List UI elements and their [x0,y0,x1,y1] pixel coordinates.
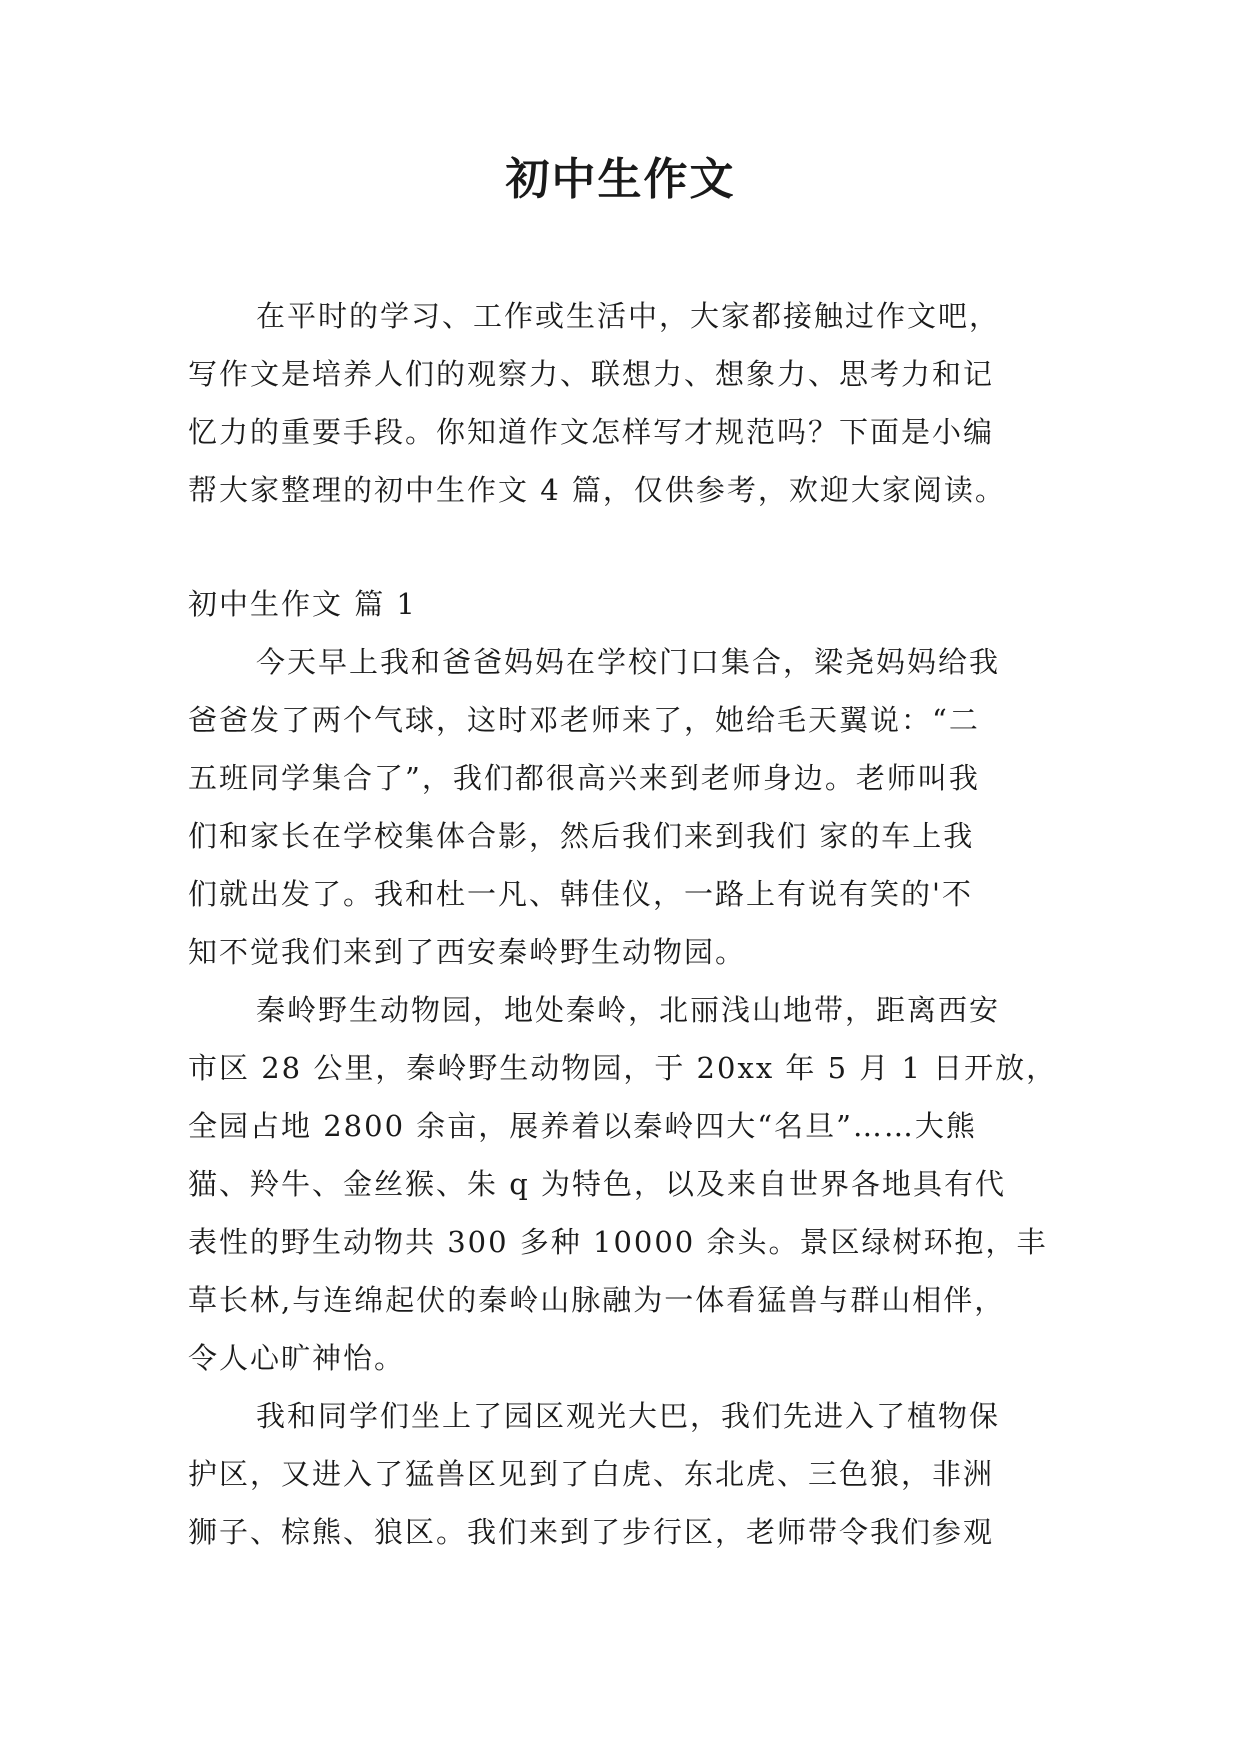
paragraph-line: 知不觉我们来到了西安秦岭野生动物园。 [188,935,747,969]
intro-line: 在平时的学习、工作或生活中，大家都接触过作文吧， [256,299,1001,333]
essay-paragraph-3 [188,1387,1068,1561]
intro-line: 写作文是培养人们的观察力、联想力、想象力、思考力和记 [188,357,995,391]
paragraph-line: 爸爸发了两个气球，这时邓老师来了，她给毛天翼说：“二 [188,703,980,737]
paragraph-line: 今天早上我和爸爸妈妈在学校门口集合，梁尧妈妈给我 [256,645,1001,679]
paragraph-line: 秦岭野生动物园，地处秦岭，北丽浅山地带，距离西安 [256,993,1001,1027]
document-title: 初中生作文 [505,154,736,205]
intro-line: 忆力的重要手段。你知道作文怎样写才规范吗？下面是小编 [188,415,995,449]
essay-section [188,575,1068,1561]
intro-line: 帮大家整理的初中生作文 4 篇，仅供参考，欢迎大家阅读。 [188,473,1006,507]
paragraph-line: 市区 28 公里，秦岭野生动物园，于 20xx 年 5 月 1 日开放， [188,1051,1058,1085]
paragraph-line: 们和家长在学校集体合影，然后我们来到我们 家的车上我 [188,819,975,853]
paragraph-line: 五班同学集合了”，我们都很高兴来到老师身边。老师叫我 [188,761,980,795]
intro-paragraph [188,287,1068,519]
paragraph-line: 我和同学们坐上了园区观光大巴，我们先进入了植物保 [256,1399,1001,1433]
essay-paragraph-1 [188,633,1068,981]
paragraph-line: 护区，又进入了猛兽区见到了白虎、东北虎、三色狼，非洲 [188,1457,995,1491]
paragraph-line: 表性的野生动物共 300 多种 10000 余头。景区绿树环抱，丰 [188,1225,1048,1259]
paragraph-line: 们就出发了。我和杜一凡、韩佳仪，一路上有说有笑的'不 [188,877,973,911]
paragraph-line: 令人心旷神怡。 [188,1341,406,1375]
paragraph-line: 草长林,与连绵起伏的秦岭山脉融为一体看猛兽与群山相伴， [188,1283,1006,1317]
essay-heading: 初中生作文 篇 1 [188,587,417,621]
paragraph-line: 全园占地 2800 余亩，展养着以秦岭四大“名旦”……大熊 [188,1109,977,1143]
paragraph-line: 猫、羚牛、金丝猴、朱 q 为特色，以及来自世界各地具有代 [188,1167,1007,1201]
essay-paragraph-2 [188,981,1068,1387]
paragraph-line: 狮子、棕熊、狼区。我们来到了步行区，老师带令我们参观 [188,1515,995,1549]
